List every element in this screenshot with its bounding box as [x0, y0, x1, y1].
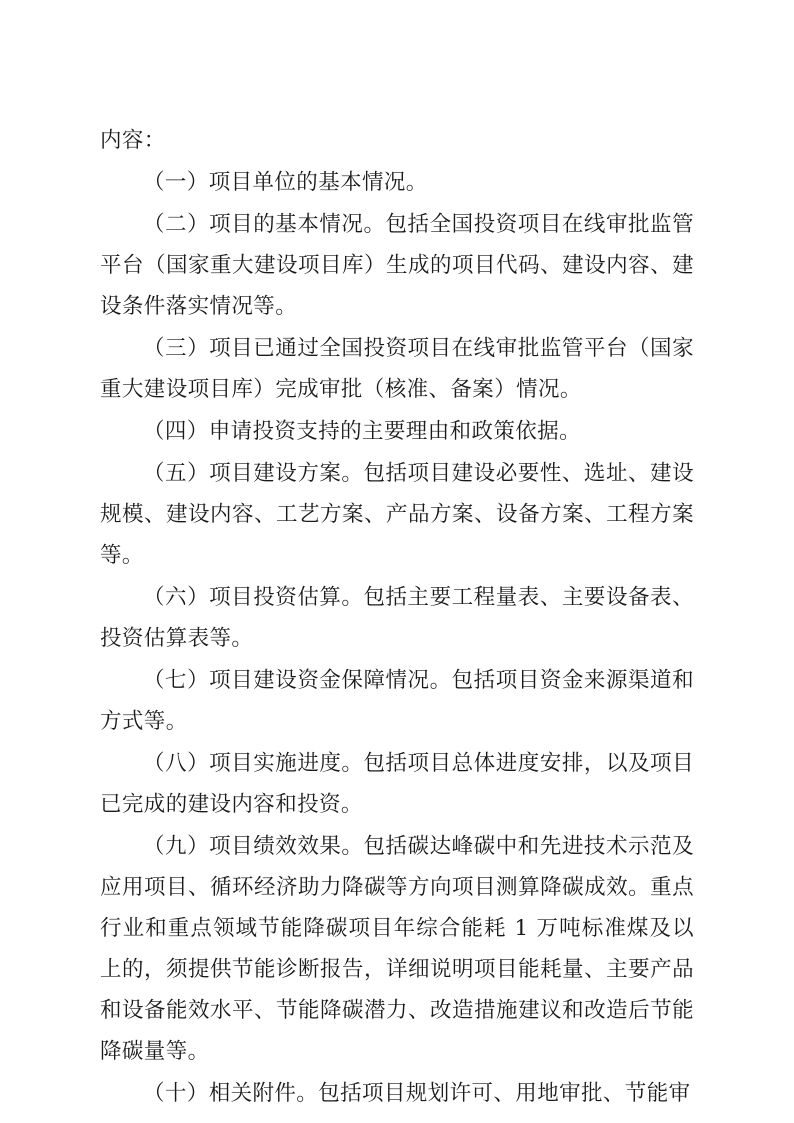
paragraph-item-2: （二）项目的基本情况。包括全国投资项目在线审批监管平台（国家重大建设项目库）生成的项目代码、建设内容、建设条件落实情况等。: [100, 212, 694, 319]
paragraph-item-5: （五）项目建设方案。包括项目建设必要性、选址、建设规模、建设内容、工艺方案、产品方案、设备方案、工程方案等。: [100, 461, 694, 568]
paragraph-item-4: （四）申请投资支持的主要理由和政策依据。: [143, 419, 582, 444]
paragraph-lead-in: 内容：: [100, 128, 166, 153]
paragraph-item-1: （一）项目单位的基本情况。: [143, 170, 428, 195]
paragraph-item-9: （九）项目绩效效果。包括碳达峰碳中和先进技术示范及应用项目、循环经济助力降碳等方向项目测算降碳成效。重点行业和重点领域节能降碳项目年综合能耗 1 万吨标准煤及以上的，须提供节能诊断报告，详细说明项目能耗量、主要产品和设备能效水平、节能降碳潜力、改造措施建议和改造后节能降碳量等。: [100, 834, 694, 1064]
paragraph-item-6: （六）项目投资估算。包括主要工程量表、主要设备表、投资估算表等。: [100, 585, 694, 651]
paragraph-item-7: （七）项目建设资金保障情况。包括项目资金来源渠道和方式等。: [100, 668, 694, 734]
paragraph-item-10: （十）相关附件。包括项目规划许可、用地审批、节能审: [143, 1081, 691, 1106]
paragraph-item-3: （三）项目已通过全国投资项目在线审批监管平台（国家重大建设项目库）完成审批（核准、备案）情况。: [100, 336, 694, 402]
document-body: [100, 120, 694, 1114]
paragraph-item-8: （八）项目实施进度。包括项目总体进度安排，以及项目已完成的建设内容和投资。: [100, 751, 694, 817]
